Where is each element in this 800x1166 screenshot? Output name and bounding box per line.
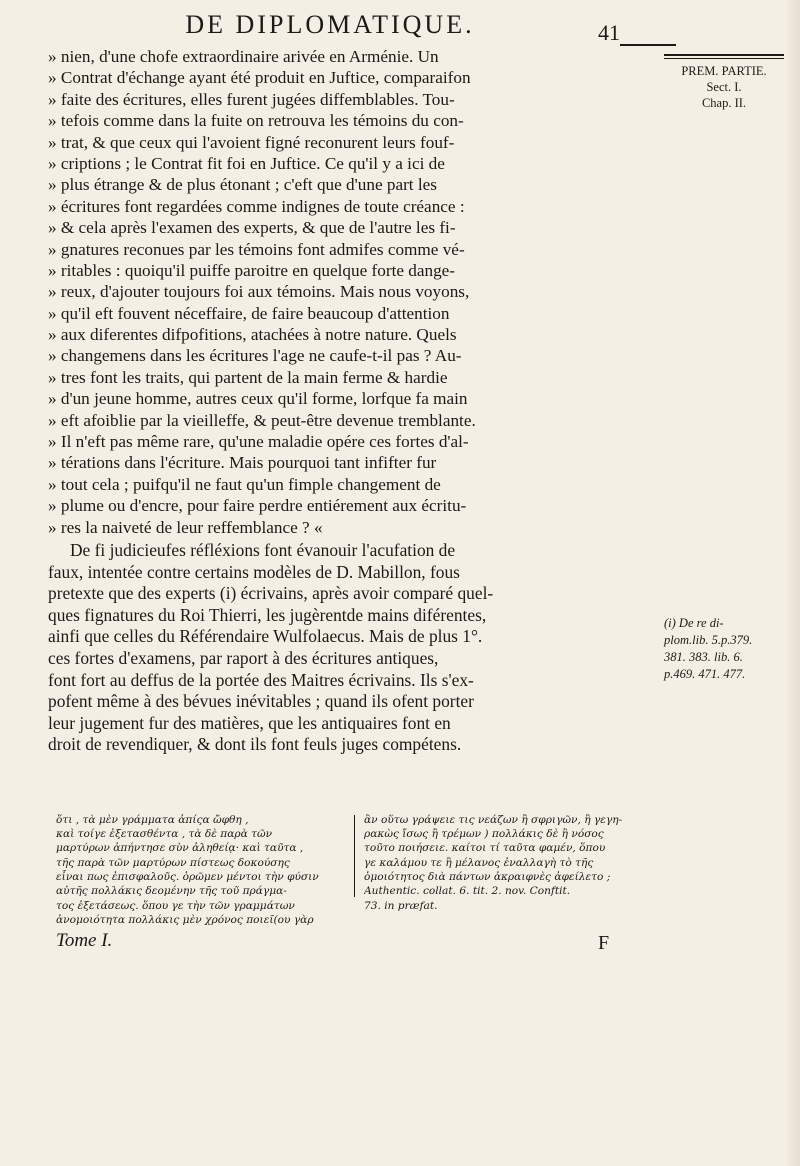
quote-line: » changemens dans les écritures l'age ne caufe-t-il pas ? Au-: [48, 345, 648, 366]
volume-label: Tome I.: [56, 930, 113, 951]
section-part: PREM. PARTIE.: [681, 64, 767, 78]
paragraph-line: font fort au deffus de la portée des Maitres écrivains. Ils s'ex-: [48, 669, 474, 690]
section-marker: [664, 54, 784, 111]
footnote-line: μαρτύρων ἀπήντησε σὺν ἀληθείᾳ· καὶ ταῦτα ,: [56, 842, 304, 855]
quote-line: » d'un jeune homme, autres ceux qu'il forme, lorfque fa main: [48, 388, 648, 409]
quote-line: » eft afoiblie par la vieilleffe, & peut-être devenue tremblante.: [48, 410, 648, 431]
greek-footnote: [56, 813, 656, 899]
paragraph-line: droit de revendiquer, & dont ils font feuls juges compétens.: [48, 734, 462, 755]
section-sect: Sect. I.: [706, 80, 742, 94]
paragraph-line: ainfi que celles du Référendaire Wulfolaecus. Mais de plus 1°.: [48, 626, 483, 647]
footnote-line: ἂν οὕτω γράψειε τις νεάζων ἢ σφριγῶν, ἢ γεγη-: [364, 814, 623, 826]
quote-line: » Il n'eft pas même rare, qu'une maladie opére ces fortes d'al-: [48, 431, 648, 452]
paragraph-line: pretexte que des experts (i) écrivains, après avoir comparé quel-: [48, 583, 494, 604]
footnote-line: τῆς παρὰ τῶν μαρτύρων πίστεως δοκούσης: [56, 856, 290, 869]
paragraph-line: faux, intentée contre certains modèles de D. Mabillon, fous: [48, 561, 460, 582]
footnote-line: ὁμοιότητος διὰ πάντων ἀκραιφνὲς ἀφείλετο ;: [364, 870, 611, 883]
footnote-line: ὅτι , τὰ μὲν γράμματα ἀπίςα ὤφθη ,: [56, 814, 249, 826]
quote-line: » plus étrange & de plus étonant ; c'eft que d'une part les: [48, 174, 648, 195]
signature-mark: F: [598, 932, 610, 954]
footnote-line: 73. in præfat.: [364, 900, 438, 912]
footnote-line: ἀνομοιότητα πολλάκις μὲν χρόνος ποιεῖ(ου γὰρ: [56, 914, 314, 927]
quote-line: » qu'il eft fouvent néceffaire, de faire beaucoup d'attention: [48, 303, 648, 324]
paragraph-line: leur jugement fur des matières, que les antiquaires font en: [48, 712, 451, 733]
footnote-right-column-continued: [364, 899, 652, 913]
footnote-line: γε καλάμου τε ἢ μέλανος ἐναλλαγὴ τὸ τῆς: [364, 856, 594, 869]
reference-line: 381. 383. lib. 6.: [664, 650, 743, 664]
quote-line: » reux, d'ajouter toujours foi aux témoins. Mais nous voyons,: [48, 281, 648, 302]
paragraph-line: ques fignatures du Roi Thierri, les jugèrentde mains diférentes,: [48, 604, 487, 625]
quote-line: » res la naiveté de leur reffemblance ? «: [48, 517, 648, 538]
footnote-line: τοῦτο ποιήσειε. καίτοι τί ταῦτα φαμέν, ὅπου: [364, 842, 606, 855]
reference-line: p.469. 471. 477.: [664, 667, 746, 681]
footnote-left-column-continued: [56, 899, 344, 927]
quote-line: » tefois comme dans la fuite on retrouva les témoins du con-: [48, 110, 648, 131]
quoted-passage: [48, 46, 648, 538]
paragraph-line: De fi judicieufes réfléxions font évanouir l'acufation de: [70, 540, 456, 560]
footnote-left-column: [56, 813, 344, 898]
quote-line: » térations dans l'écriture. Mais pourquoi tant infifter fur: [48, 452, 648, 473]
section-chap: Chap. II.: [701, 96, 747, 110]
quote-line: » plume ou d'encre, pour faire perdre entiérement aux écritu-: [48, 495, 648, 516]
page-edge-shade: [784, 0, 800, 1166]
footnote-divider: [354, 815, 355, 897]
quote-line: » & cela après l'examen des experts, & que de l'autre les fi-: [48, 217, 648, 238]
footnote-line: τος ἐξετάσεως. ὅπου γε τὴν τῶν γραμμάτων: [56, 900, 295, 912]
quote-line: » tres font les traits, qui partent de la main ferme & hardie: [48, 367, 648, 388]
paragraph-line: pofent même à des bévues inévitables ; quand ils ofent porter: [48, 691, 474, 712]
quote-line: » gnatures reconues par les témoins font admifes comme vé-: [48, 239, 648, 260]
quote-line: » ritables : quoiqu'il puiffe paroitre en quelque forte dange-: [48, 260, 648, 281]
commentary-paragraph: [48, 540, 648, 756]
footnote-line: καὶ τοίγε ἐξετασθέντα , τὰ δὲ παρὰ τῶν: [56, 828, 273, 841]
quote-line: » Contrat d'échange ayant été produit en Juftice, comparaifon: [48, 67, 648, 88]
quote-line: » tout cela ; puifqu'il ne faut qu'un fimple changement de: [48, 474, 648, 495]
footnote-line: εἶναι πως ἐπισφαλοῦς. ὁρῶμεν μέντοι τὴν φύσιν: [56, 870, 319, 883]
footnote-line: Authentic. collat. 6. tit. 2. nov. Conftit.: [364, 885, 571, 898]
margin-reference: [664, 615, 790, 683]
footnote-line: αὐτῆς πολλάκις δεομένην τῆς τοῦ πράγμα-: [56, 885, 287, 898]
footnote-right-column: [364, 813, 652, 898]
reference-line: plom.lib. 5.p.379.: [664, 633, 753, 647]
greek-footnote-continued: [56, 899, 656, 929]
paragraph-line: ces fortes d'examens, par raport à des écritures antiques,: [48, 647, 439, 668]
quote-line: » écritures font regardées comme indignes de toute créance :: [48, 196, 648, 217]
running-title: DE DIPLOMATIQUE.: [185, 10, 475, 39]
quote-line: » trat, & que ceux qui l'avoient figné reconurent leurs fouf-: [48, 132, 648, 153]
footnote-line: ρακὼς ἴσως ἢ τρέμων ) πολλάκις δὲ ἢ νόσος: [364, 828, 604, 841]
section-rule: [664, 54, 784, 59]
quote-line: » criptions ; le Contrat fit foi en Juftice. Ce qu'il y a ici de: [48, 153, 648, 174]
reference-marker: (i) De re di-: [664, 616, 724, 630]
quote-line: » nien, d'une chofe extraordinaire arivée en Arménie. Un: [48, 46, 648, 67]
quote-line: » faite des écritures, elles furent jugées diffemblables. Tou-: [48, 89, 648, 110]
quote-line: » aux diferentes difpofitions, atachées à notre nature. Quels: [48, 324, 648, 345]
page-number: 41: [598, 20, 620, 45]
